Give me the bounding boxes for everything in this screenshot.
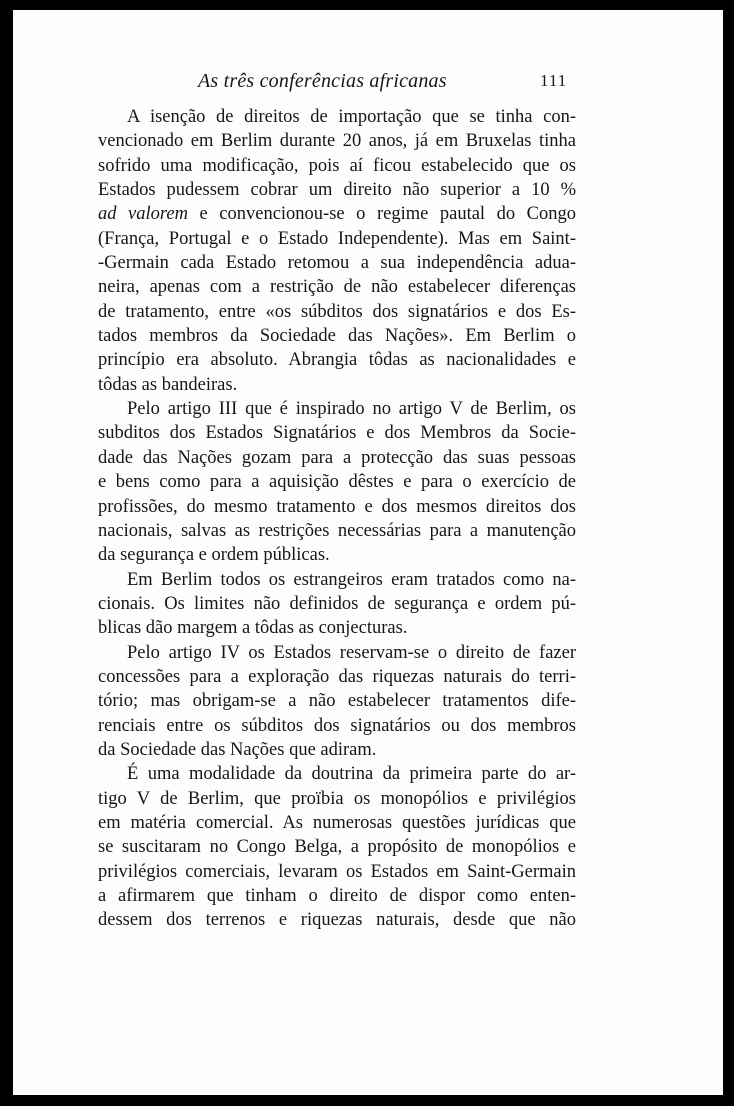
text-line: [98, 105, 576, 129]
text-segment: (França, Portugal e o Estado Independente). Mas em Saint-: [98, 228, 576, 249]
text-segment: dade das Nações gozam para a protecção das suas pessoas: [98, 447, 576, 468]
text-segment: e bens como para a aquisição dêstes e para o exercício de: [98, 472, 576, 493]
text-line: [98, 178, 576, 202]
text-line: [98, 373, 576, 397]
text-segment: sofrido uma modificação, pois aí ficou estabelecido que os: [98, 155, 576, 176]
page-number: 111: [540, 71, 568, 90]
text-line: [98, 495, 576, 519]
text-segment: da segurança e ordem públicas.: [98, 545, 330, 566]
text-segment: -Germain cada Estado retomou a sua independência adua-: [98, 253, 576, 274]
text-line: [98, 519, 576, 543]
text-segment: tório; mas obrigam-se a não estabelecer tratamentos dife-: [98, 691, 576, 712]
text-segment: renciais entre os súbditos dos signatários ou dos membros: [98, 715, 576, 736]
text-line: [98, 129, 576, 153]
text-segment: e convencionou-se o regime pautal do Congo: [187, 204, 576, 225]
text-segment: tados membros da Sociedade das Nações». Em Berlim o: [98, 326, 576, 347]
text-line: [98, 762, 576, 786]
text-segment: se suscitaram no Congo Belga, a propósito de monopólios e: [98, 837, 576, 858]
text-line: [98, 835, 576, 859]
text-segment: Pelo artigo IV os Estados reservam-se o direito de fazer: [127, 642, 576, 663]
text-line: [98, 154, 576, 178]
text-line: [98, 251, 576, 275]
text-line: [98, 568, 576, 592]
text-line: [98, 787, 576, 811]
text-segment: da Sociedade das Nações que adiram.: [98, 739, 377, 760]
text-segment: blicas dão margem a tôdas as conjecturas.: [98, 618, 408, 639]
text-line: [98, 348, 576, 372]
text-segment: dessem dos terrenos e riquezas naturais, desde que não: [98, 910, 576, 931]
text-segment: Em Berlim todos os estrangeiros eram tratados como na-: [127, 569, 576, 590]
text-segment: princípio era absoluto. Abrangia tôdas as nacionalidades e: [98, 350, 576, 371]
document-page: [13, 10, 723, 1095]
text-line: [98, 884, 576, 908]
text-line: [98, 616, 576, 640]
page-header: [13, 70, 723, 98]
italic-phrase: ad valorem: [98, 204, 188, 225]
text-line: [98, 860, 576, 884]
text-line: [98, 275, 576, 299]
text-segment: A isenção de direitos de importação que se tinha con-: [127, 107, 576, 127]
text-line: [98, 397, 576, 421]
text-segment: tôdas as bandeiras.: [98, 374, 238, 395]
text-segment: vencionado em Berlim durante 20 anos, já em Bruxelas tinha: [98, 131, 576, 152]
text-segment: profissões, do mesmo tratamento e dos mesmos direitos dos: [98, 496, 576, 517]
body-text: [98, 105, 576, 933]
text-segment: neira, apenas com a restrição de não estabelecer diferenças: [98, 277, 576, 298]
text-segment: subditos dos Estados Signatários e dos Membros da Socie-: [98, 423, 576, 444]
running-title: As três conferências africanas: [198, 70, 447, 92]
text-line: [98, 738, 576, 762]
text-line: [98, 446, 576, 470]
text-segment: em matéria comercial. As numerosas questões jurídicas que: [98, 812, 576, 833]
text-segment: É uma modalidade da doutrina da primeira parte do ar-: [127, 764, 576, 785]
text-segment: privilégios comerciais, levaram os Estados em Saint-Germain: [98, 861, 576, 882]
text-segment: a afirmarem que tinham o direito de dispor como enten-: [98, 886, 576, 906]
text-line: [98, 202, 576, 226]
text-line: [98, 470, 576, 494]
text-line: [98, 324, 576, 348]
text-line: [98, 592, 576, 616]
text-line: [98, 227, 576, 251]
text-line: [98, 543, 576, 567]
text-line: [98, 421, 576, 445]
text-line: [98, 811, 576, 835]
text-segment: Estados pudessem cobrar um direito não superior a 10 %: [98, 180, 576, 201]
text-line: [98, 665, 576, 689]
text-line: [98, 714, 576, 738]
text-segment: Pelo artigo III que é inspirado no artigo V de Berlim, os: [127, 399, 576, 420]
text-line: [98, 300, 576, 324]
text-line: [98, 641, 576, 665]
text-line: [98, 908, 576, 932]
text-segment: cionais. Os limites não definidos de segurança e ordem pú-: [98, 593, 576, 614]
text-segment: de tratamento, entre «os súbditos dos signatários e dos Es-: [98, 301, 576, 322]
text-segment: nacionais, salvas as restrições necessárias para a manutenção: [98, 520, 576, 541]
text-segment: concessões para a exploração das riquezas naturais do terri-: [98, 666, 576, 687]
text-segment: tigo V de Berlim, que proïbia os monopólios e privilégios: [98, 788, 576, 809]
text-line: [98, 689, 576, 713]
